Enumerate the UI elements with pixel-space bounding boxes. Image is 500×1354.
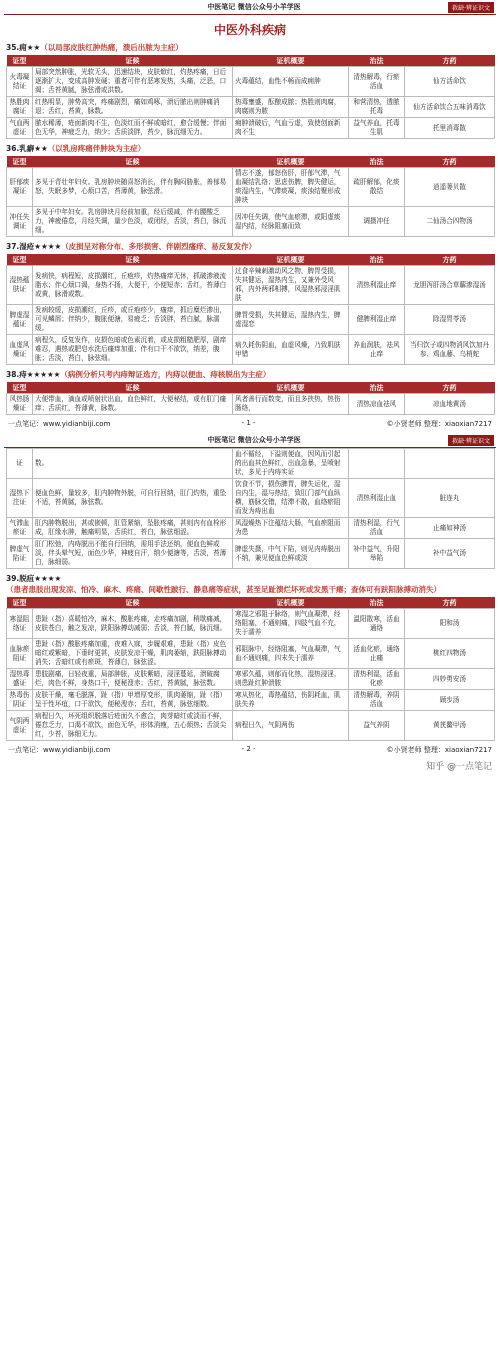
page-header-2 [0,433,500,447]
column-header: 证机概要 [233,254,349,266]
table-cell: 邪阻脉中，经络阻塞，气血凝滞，气血不通则痛，四末失于濡养 [233,639,349,669]
table-cell: 清热利湿止血 [349,479,405,518]
table-row [7,97,495,118]
header-rule [4,14,496,15]
table-cell: 风者善行而数变，而且多挟热，热伤肠络， [233,394,349,415]
page-2 [0,433,500,772]
table-cell: 冲任失调证 [7,207,33,237]
section-heading: 38.痔★★★★★ [6,370,61,379]
table-cell: 肝郁痰凝证 [7,168,33,207]
column-header: 证候 [33,254,233,266]
column-header: 方药 [405,156,495,168]
page-1 [0,0,500,433]
section-note: （以局部皮肤红肿热痛，溃后出脓为主症） [40,43,183,52]
section-39-heading: 39.脱疽★★★★ [6,574,62,583]
table-cell: 血不循经，下溢则便血，因风而引起的出血其色鲜红，出血急暴，呈喷射状，多见于内痔实证 [233,449,349,479]
table-cell: 肛门松弛，内痔脱出不能自行回纳，需用手法还纳，便血色鲜或淡，伴头晕气短，面色少华，神疲自汗，纳少便溏等，舌淡，苔薄白，脉细弱。 [33,539,233,569]
column-header: 证候 [33,597,233,609]
column-header: 证机概要 [233,55,349,67]
table-cell: 情志不遂，郁怒伤肝，肝郁气滞，气血凝结乳络；思虑伤脾，脾失健运，痰湿内生，气滞痰凝，痰浊结聚形成肿块 [233,168,349,207]
header-tag-2: 救缺·辨证识文 [448,435,494,446]
footer-site-2: 一点笔记：www.yidianbiji.com [8,746,111,754]
table-row [7,711,495,741]
table-cell: 多见于中年妇女。乳房肿块月经前加重，经后缓减，伴有腰酸乏力，神疲倦怠，月经失调，量少色淡，或闭经，舌淡，苔白，脉沉细。 [33,207,233,237]
column-header: 证型 [7,382,33,394]
table-cell: 补中益气汤 [405,539,495,569]
column-header: 证候 [33,382,233,394]
table-row [7,266,495,305]
header-row [7,55,495,67]
section-table [6,254,495,365]
table-cell: 多见于青壮年妇女。乳房肿块随喜怒消长，伴有胸闷胁胀，善郁易怒，失眠多梦，心烦口苦，苔薄黄，脉弦滑。 [33,168,233,207]
section-table [6,382,495,415]
table-cell: 湿热毒盛证 [7,669,33,690]
footer-author: ©小贤老师 整理：xiaoxian7217 [386,420,492,428]
table-cell: 疏肝解郁，化痰散结 [349,168,405,207]
table-cell: 脾胃受损，失其健运，湿热内生，脾虚湿恋 [233,305,349,335]
table-cell: 清热解毒，养阴活血 [349,690,405,711]
table-cell: 红热明显，肿势高突，疼痛剧烈，痛如鸡啄，溃后脓出则肿痛消退；舌红，苔黄，脉数。 [33,97,233,118]
table-cell: 患肢剧痛，日轻夜重，局部肿胀，皮肤紫暗，浸淫蔓延，溃破腐烂，肉色不鲜，身热口干，便秘溲赤；舌红，苔黄腻，脉弦数。 [33,669,233,690]
table-cell: 病久耗伤阴血，血虚风燥，乃致肌肤甲错 [233,335,349,365]
column-header: 治法 [349,254,405,266]
table-cell: 补中益气，升阳举陷 [349,539,405,569]
table-row [7,67,495,97]
section-title [6,241,494,252]
column-header: 证机概要 [233,597,349,609]
table-cell: 凉血地黄汤 [405,394,495,415]
table-cell: 除湿胃苓汤 [405,305,495,335]
table-cell: 清热利湿止痒 [349,266,405,305]
section-table [6,55,495,139]
section-table [6,156,495,237]
table-row [7,690,495,711]
table-row [7,335,495,365]
table-cell: 仙方活命饮合五味消毒饮 [405,97,495,118]
table-cell: 病程久，反复发作，皮损色暗或色素沉着，或皮损粗糙肥厚，剧痒难忍，遇热或肥皂水洗后瘙痒加重；伴有口干不欲饮，纳差，腹胀；舌淡，苔白，脉弦细。 [33,335,233,365]
column-header: 治法 [349,382,405,394]
table-row [7,669,495,690]
table-cell: 寒湿阻络证 [7,609,33,639]
table-cell: 二仙汤合四物汤 [405,207,495,237]
table-cell: 寒邪久蕴，则郁而化热，湿热浸淫，则患趾红肿溃脓 [233,669,349,690]
table-cell: 大便带血，滴血或喷射状出血，血色鲜红，大便秘结，或有肛门瘙痒；舌质红，苔薄黄，脉数。 [33,394,233,415]
table-row [7,609,495,639]
table-cell: 托里消毒散 [405,118,495,139]
brand-text: 中医笔记 微信公众号小羊学医 [207,3,301,11]
table-cell: 阳和汤 [405,609,495,639]
column-header: 方药 [405,254,495,266]
table-row [7,168,495,207]
table-cell: 当归饮子或四物消风饮加丹参、鸡血藤、乌梢蛇 [405,335,495,365]
table-cell: 热毒伤阴证 [7,690,33,711]
section-39-title [6,573,494,595]
table-cell: 脾虚湿蕴证 [7,305,33,335]
footer-site: 一点笔记：www.yidianbiji.com [8,420,111,428]
table-cell: 益气养血，托毒生肌 [349,118,405,139]
table-cell: 清热凉血祛风 [349,394,405,415]
table-row [7,518,495,539]
table-row [7,479,495,518]
header-row [7,254,495,266]
table-row [7,539,495,569]
section-title [6,42,494,53]
table-cell: 饮食不节，损伤脾胃，脾失运化，湿自内生，湿与热结，致肛门部气血纵横，筋脉交错，结滞不散，血络瘀阻而发为痔出血 [233,479,349,518]
table-cell: 气血两虚证 [7,118,33,139]
column-header: 治法 [349,597,405,609]
table-row [7,305,495,335]
sections [0,42,500,415]
table-cell: 脾虚气陷证 [7,539,33,569]
table-cell: 止痛如神汤 [405,518,495,539]
table-cell: 血虚风燥证 [7,335,33,365]
table-cell: 和营清热，透脓托毒 [349,97,405,118]
column-header: 方药 [405,55,495,67]
table-row [7,394,495,415]
column-header: 证机概要 [233,382,349,394]
table-cell: 调摄冲任 [349,207,405,237]
section-title [6,143,494,154]
table-cell: 发病较缓，皮损潮红，丘疹，或丘疱疹少，瘙痒，抓后糜烂渗出，可见鳞屑；伴纳少，腹胀便溏，易疲乏；舌淡胖，苔白腻，脉濡缓。 [33,305,233,335]
header-row [7,382,495,394]
table-cell: 桃红四物汤 [405,639,495,669]
table-cell: 病程日久，气阴两伤 [233,711,349,741]
column-header: 证候 [33,156,233,168]
table-cell: 因冲任失调，使气血瘀滞，或阳虚痰湿内结，经脉阻塞而致 [233,207,349,237]
table-cell: 患趾（指）酸胀疼痛加重，夜难入寐，步履艰难，患趾（指）皮色暗红或紫暗，下垂时更甚，皮肤发凉干燥，肌肉萎缩，趺阳脉搏动消失；舌暗红或有瘀斑，苔薄白，脉弦涩。 [33,639,233,669]
table-cell: 热毒壅盛，酝酿成脓；热胜则肉腐，肉腐则为脓 [233,97,349,118]
column-header: 证型 [7,597,33,609]
table-row [7,449,495,479]
table-cell: 痈肿溃破后，气血亏虚，致使创面新肉不生 [233,118,349,139]
table-continued [6,448,495,569]
table-cell: 数。 [33,449,233,479]
table-cell: 清热利湿，活血化瘀 [349,669,405,690]
table-cell: 清热利湿，行气活血 [349,518,405,539]
table-cell: 风热肠燥证 [7,394,33,415]
section-39-note: （患者患肢出现发凉、怕冷、麻木、疼痛、间歇性跛行、静息痛等症状，甚至足趾溃烂坏死或发黑干瘪；查体可有趺阳脉搏动消失） [6,585,441,594]
table-cell: 四妙勇安汤 [405,669,495,690]
table-cell: 热胜肉腐证 [7,97,33,118]
table-cell: 患趾（指）喜暖怕冷，麻木，酸胀疼痛，走疼痛加剧，稍歇痛减，皮肤苍白，触之发凉，趺阳脉搏动减弱；舌淡，苔白腻，脉沉细。 [33,609,233,639]
footer-page-2: - 2 - [241,745,256,753]
section-title [6,369,494,380]
table-cell: 养血润肤，祛风止痒 [349,335,405,365]
table-cell: 健脾利湿止痒 [349,305,405,335]
table-row [7,118,495,139]
table-cell: 湿热蕴肤证 [7,266,33,305]
table-cell: 发病快，病程短，皮损潮红，丘疱疹，灼热瘙痒无休，抓破渗液流脂水；伴心烦口渴，身热不扬，大便干，小便短赤；舌红，苔薄白或黄，脉滑或数。 [33,266,233,305]
section-heading: 37.湿疮★★★★ [6,242,62,251]
table-cell: 火毒蕴结，血性不畅而成痈肿 [233,67,349,97]
header-tag: 救缺·辨证识文 [448,2,494,13]
table-cell: 逍遥蒌贝散 [405,168,495,207]
page-header [0,0,500,14]
table-cell [405,449,495,479]
table-cell: 脓水稀薄，疮面新肉不生，色淡红而不鲜或暗红，愈合缓慢；伴面色无华，神疲乏力，纳少；舌质淡胖，苔少，脉沉细无力。 [33,118,233,139]
footer-1 [0,415,500,433]
table-cell: 病程日久，坏死组织脱落后疮面久不愈合，肉芽暗红或淡而不鲜，倦怠乏力，口渴不欲饮，面色无华，形体消瘦，五心烦热；舌淡尖红，少苔，脉细无力。 [33,711,233,741]
table-cell [349,449,405,479]
column-header: 治法 [349,156,405,168]
table-cell: 便血色鲜，量较多，肛内肿物外脱，可自行回纳，肛门灼热，重坠不适，苔黄腻，脉弦数。 [33,479,233,518]
column-header: 证型 [7,254,33,266]
column-header: 方药 [405,597,495,609]
table-cell: 仙方活命饮 [405,67,495,97]
table-cell: 血脉瘀阻证 [7,639,33,669]
doc-title: 中医外科疾病 [213,23,286,37]
table-cell: 过食辛辣刺激动风之物，脾胃受损，失其健运，湿热内生，又兼外受风邪，内外两邪相搏，风湿热邪浸淫肌肤 [233,266,349,305]
table-cell: 寒从热化，毒热蕴结，伤阴耗血，肌肤失养 [233,690,349,711]
table-cell: 黄芪鳖甲汤 [405,711,495,741]
table-cell: 火毒凝结证 [7,67,33,97]
table-cell: 清热解毒，行瘀活血 [349,67,405,97]
header-row [7,156,495,168]
table-cell: 皮肤干燥，毫毛脱落，趾（指）甲增厚变形，肌肉萎缩，趾（指）呈干性坏疽，口干欲饮，便秘溲赤；舌红，苔黄，脉弦细数。 [33,690,233,711]
table-cell: 温阳散寒，活血通络 [349,609,405,639]
table-cell: 益气养阴 [349,711,405,741]
table-cell: 气滞血瘀证 [7,518,33,539]
table-cell: 风湿燥热下注蕴结大肠，气血瘀阻而为患 [233,518,349,539]
table-cell: 龙胆泻肝汤合草薢渗湿汤 [405,266,495,305]
footer-2 [0,741,500,759]
table-cell: 脾虚失摄，中气下陷，则见内痔脱出不纳，兼见便血色鲜或淡 [233,539,349,569]
column-header: 证型 [7,156,33,168]
table-cell: 局部突然肿胀，光软无头，迅速结块，皮肤焮红，灼热疼痛，日后逐渐扩大，变成高肿发硬；重者可伴有恶寒发热，头痛，泛恶，口渴；舌苔黄腻，脉弦滑或洪数。 [33,67,233,97]
table-cell: 活血化瘀，通络止痛 [349,639,405,669]
section-note: （病例分析只考内痔辩证选方，内痔以便血、痔核脱出为主症） [60,370,271,379]
table-cell: 肛内肿物脱出，甚或嵌顿，肛管紧缩，坠胀疼痛，甚则内有血栓形成，肛缘水肿，触痛明显，舌质红，苔白，脉弦细涩。 [33,518,233,539]
zhihu-watermark: 知乎 @一点笔记 [426,762,492,772]
section-heading: 35.痈★★ [6,43,41,52]
column-header: 治法 [349,55,405,67]
footer-page: - 1 - [241,419,256,427]
table-cell: 证 [7,449,33,479]
brand-text-2: 中医笔记 微信公众号小羊学医 [207,436,301,444]
footer-author-2: ©小贤老师 整理：xiaoxian7217 [386,746,492,754]
table-section-39 [6,597,495,741]
column-header: 证型 [7,55,33,67]
table-row [7,639,495,669]
table-cell: 气阴两虚证 [7,711,33,741]
section-note: （皮损呈对称分布、多形损害、伴剧烈瘙痒、易反复发作） [61,242,257,251]
table-cell: 顾步汤 [405,690,495,711]
section-note: （以乳房疼痛伴肿块为主症） [47,144,146,153]
table-cell: 湿热下注证 [7,479,33,518]
table-cell: 寒湿之邪阻于脉络，则气血凝滞，经络阻塞，不通则痛，四肢气血不充，失于濡养 [233,609,349,639]
table-cell: 脏连丸 [405,479,495,518]
column-header: 证机概要 [233,156,349,168]
table-row [7,207,495,237]
column-header: 证候 [33,55,233,67]
section-heading: 36.乳癖★★ [6,144,48,153]
column-header: 方药 [405,382,495,394]
